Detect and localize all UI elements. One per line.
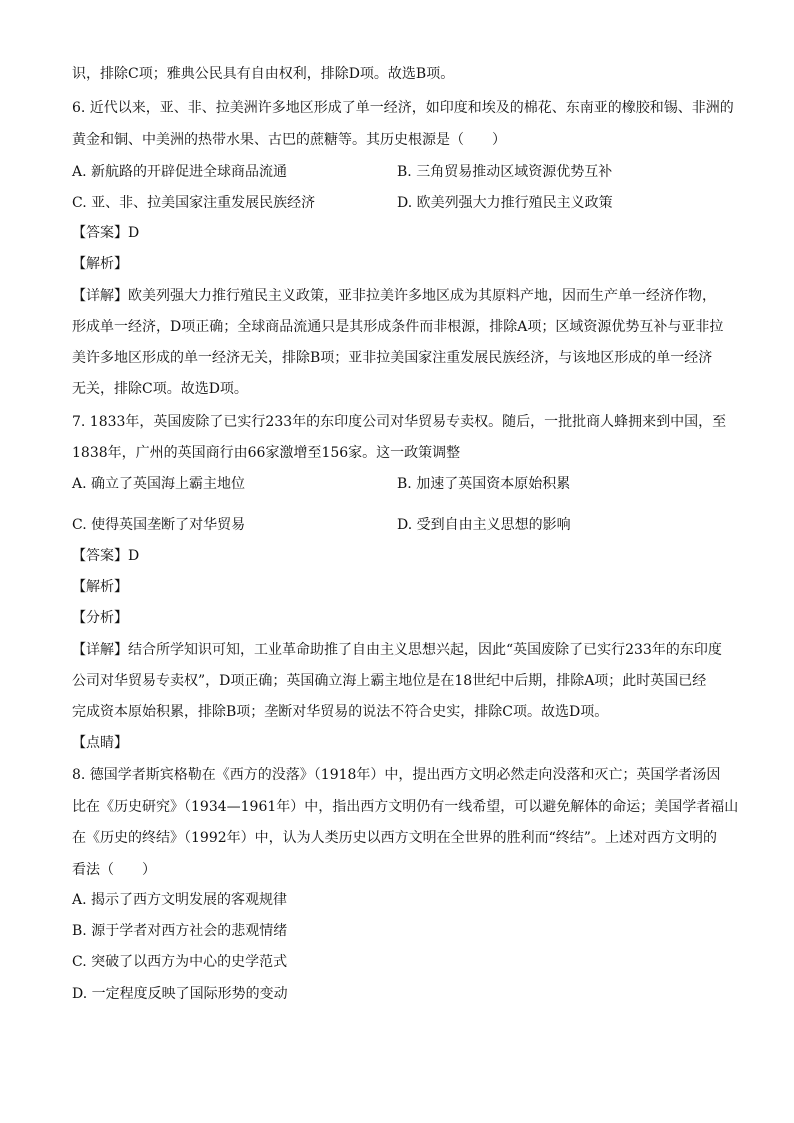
q8-option-a: A. 揭示了西方文明发展的客观规律 xyxy=(72,892,288,908)
explanation-line: 【详解】结合所学知识可知，工业革命助推了自由主义思想兴起，因此“英国废除了已实行233年的东印度 xyxy=(72,642,722,658)
analysis-label: 【解析】 xyxy=(72,579,128,595)
explanation-line: 【详解】欧美列强大力推行殖民主义政策，亚非拉美许多地区成为其原料产地，因而生产单一经济作物， xyxy=(72,288,716,304)
question-6-stem: 6. 近代以来，亚、非、拉美洲许多地区形成了单一经济，如印度和埃及的棉花、东南亚的橡胶和锡、非洲的 xyxy=(72,100,734,116)
q6-option-b: B. 三角贸易推动区域资源优势互补 xyxy=(397,164,613,180)
q7-option-d: D. 受到自由主义思想的影响 xyxy=(397,517,571,533)
analysis-subhead: 【分析】 xyxy=(72,610,128,626)
explanation-line: 美许多地区形成的单一经济无关，排除B项；亚非拉美国家注重发展民族经济，与该地区形成的单一经济 xyxy=(72,350,713,366)
question-6-stem: 黄金和铜、中美洲的热带水果、古巴的蔗糖等。其历史根源是（ ） xyxy=(72,132,506,148)
q8-option-b: B. 源于学者对西方社会的悲观情绪 xyxy=(72,923,288,939)
text-line: 识，排除C项；雅典公民具有自由权利，排除D项。故选B项。 xyxy=(72,66,455,82)
question-7-stem: 7. 1833年，英国废除了已实行233年的东印度公司对华贸易专卖权。随后，一批批商人蜂拥来到中国，至 xyxy=(72,414,727,430)
question-8-stem: 比在《历史研究》（1934—1961年）中，指出西方文明仍有一线希望，可以避免解体的命运；美国学者福山 xyxy=(72,799,739,815)
question-8-stem: 看法（ ） xyxy=(72,862,156,878)
q8-option-c: C. 突破了以西方为中心的史学范式 xyxy=(72,954,288,970)
q7-option-a: A. 确立了英国海上霸主地位 xyxy=(72,476,246,492)
explanation-line: 形成单一经济，D项正确；全球商品流通只是其形成条件而非根源，排除A项；区域资源优势互补与亚非拉 xyxy=(72,319,724,335)
answer-label: 【答案】D xyxy=(72,548,140,564)
answer-label: 【答案】D xyxy=(72,225,140,241)
q7-option-c: C. 使得英国垄断了对华贸易 xyxy=(72,517,246,533)
question-8-stem: 在《历史的终结》（1992年）中，认为人类历史以西方文明在全世界的胜利而“终结”。上述对西方文明的 xyxy=(72,830,717,846)
q6-option-a: A. 新航路的开辟促进全球商品流通 xyxy=(72,164,288,180)
explanation-line: 完成资本原始积累，排除B项；垄断对华贸易的说法不符合史实，排除C项。故选D项。 xyxy=(72,704,609,720)
analysis-label: 【解析】 xyxy=(72,256,128,272)
q8-option-d: D. 一定程度反映了国际形势的变动 xyxy=(72,986,288,1002)
q7-option-b: B. 加速了英国资本原始积累 xyxy=(397,476,571,492)
tip-label: 【点睛】 xyxy=(72,735,128,751)
q6-option-c: C. 亚、非、拉美国家注重发展民族经济 xyxy=(72,195,316,211)
q6-option-d: D. 欧美列强大力推行殖民主义政策 xyxy=(397,195,613,211)
question-8-stem: 8. 德国学者斯宾格勒在《西方的没落》（1918年）中，提出西方文明必然走向没落和灭亡；英国学者汤因 xyxy=(72,767,721,783)
explanation-line: 公司对华贸易专卖权”，D项正确；英国确立海上霸主地位是在18世纪中后期，排除A项；此时英国已经 xyxy=(72,673,707,689)
question-7-stem: 1838年，广州的英国商行由66家激增至156家。这一政策调整 xyxy=(72,445,461,461)
explanation-line: 无关，排除C项。故选D项。 xyxy=(72,381,248,397)
